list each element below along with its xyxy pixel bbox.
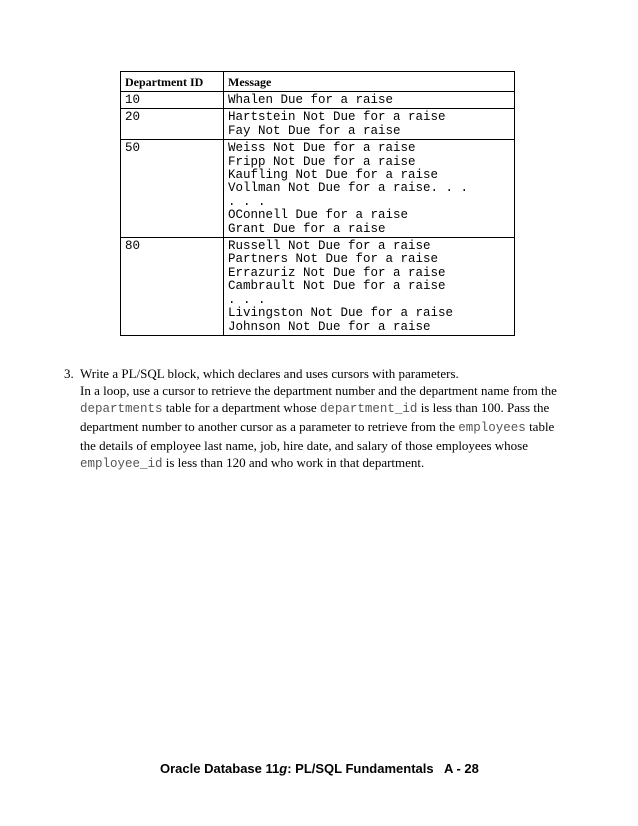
exercise-intro: Write a PL/SQL block, which declares and uses cursors with parameters.: [80, 366, 459, 381]
department-id-cell: 50: [121, 140, 224, 238]
message-cell: [224, 238, 515, 336]
footer-page-label: : PL/SQL Fundamentals A - 28: [287, 761, 479, 776]
department-id-cell: 20: [121, 109, 224, 140]
instruction-text: In a loop, use a cursor to retrieve the department number and the department name from the: [80, 383, 557, 398]
exercise-text: [80, 365, 564, 473]
message-line: Johnson Not Due for a raise: [228, 319, 431, 334]
footer-title: Oracle Database 11: [160, 761, 280, 776]
department-id-cell: 10: [121, 92, 224, 109]
message-cell: [224, 109, 515, 140]
message-cell: [224, 140, 515, 238]
instruction-text: table for a department whose: [162, 400, 320, 415]
message-line: Whalen Due for a raise: [228, 93, 394, 107]
message-line: Fripp Not Due for a raise: [228, 154, 416, 169]
code-employee-id: employee_id: [80, 457, 163, 471]
code-department-id: department_id: [319, 402, 418, 416]
message-line: . . .: [228, 292, 266, 307]
instruction-text: is less than 100. Pass the department number to another cursor as a parameter to retrieve from the: [80, 400, 550, 434]
department-id-cell: 80: [121, 238, 224, 336]
message-line: Errazuriz Not Due for a raise: [228, 265, 446, 280]
message-cell: [224, 92, 515, 109]
message-line: Cambrault Not Due for a raise: [228, 279, 446, 294]
message-line: Grant Due for a raise: [228, 221, 386, 236]
message-line: Weiss Not Due for a raise: [228, 141, 416, 156]
code-departments: departments: [80, 402, 163, 416]
column-header-message: Message: [224, 72, 515, 92]
footer-version-g: g: [279, 761, 288, 776]
column-header-department-id: Department ID: [121, 72, 224, 92]
message-line: Partners Not Due for a raise: [228, 252, 439, 267]
message-line: Russell Not Due for a raise: [228, 239, 431, 254]
raise-status-table: [120, 71, 515, 336]
instruction-text: is less than 120 and who work in that department.: [162, 455, 425, 470]
table-row: [121, 109, 515, 140]
message-line: Kaufling Not Due for a raise: [228, 168, 439, 183]
message-line: OConnell Due for a raise: [228, 208, 409, 223]
table-row: [121, 92, 515, 109]
exercise-instructions: [80, 382, 564, 473]
message-line: . . .: [228, 194, 266, 209]
message-line: Livingston Not Due for a raise: [228, 306, 454, 321]
table-header-row: [121, 72, 515, 92]
code-employees: employees: [458, 421, 526, 435]
page-footer: [160, 761, 479, 776]
exercise-number: 3.: [64, 366, 74, 381]
exercise-3: [64, 365, 564, 473]
instruction-text: table the details of employee last name, job, hire date, and salary of those employees whose: [80, 419, 555, 453]
message-line: Fay Not Due for a raise: [228, 123, 401, 138]
table-row: [121, 238, 515, 336]
message-line: Hartstein Not Due for a raise: [228, 110, 446, 125]
message-line: Vollman Not Due for a raise. . .: [228, 181, 469, 196]
table-row: [121, 140, 515, 238]
